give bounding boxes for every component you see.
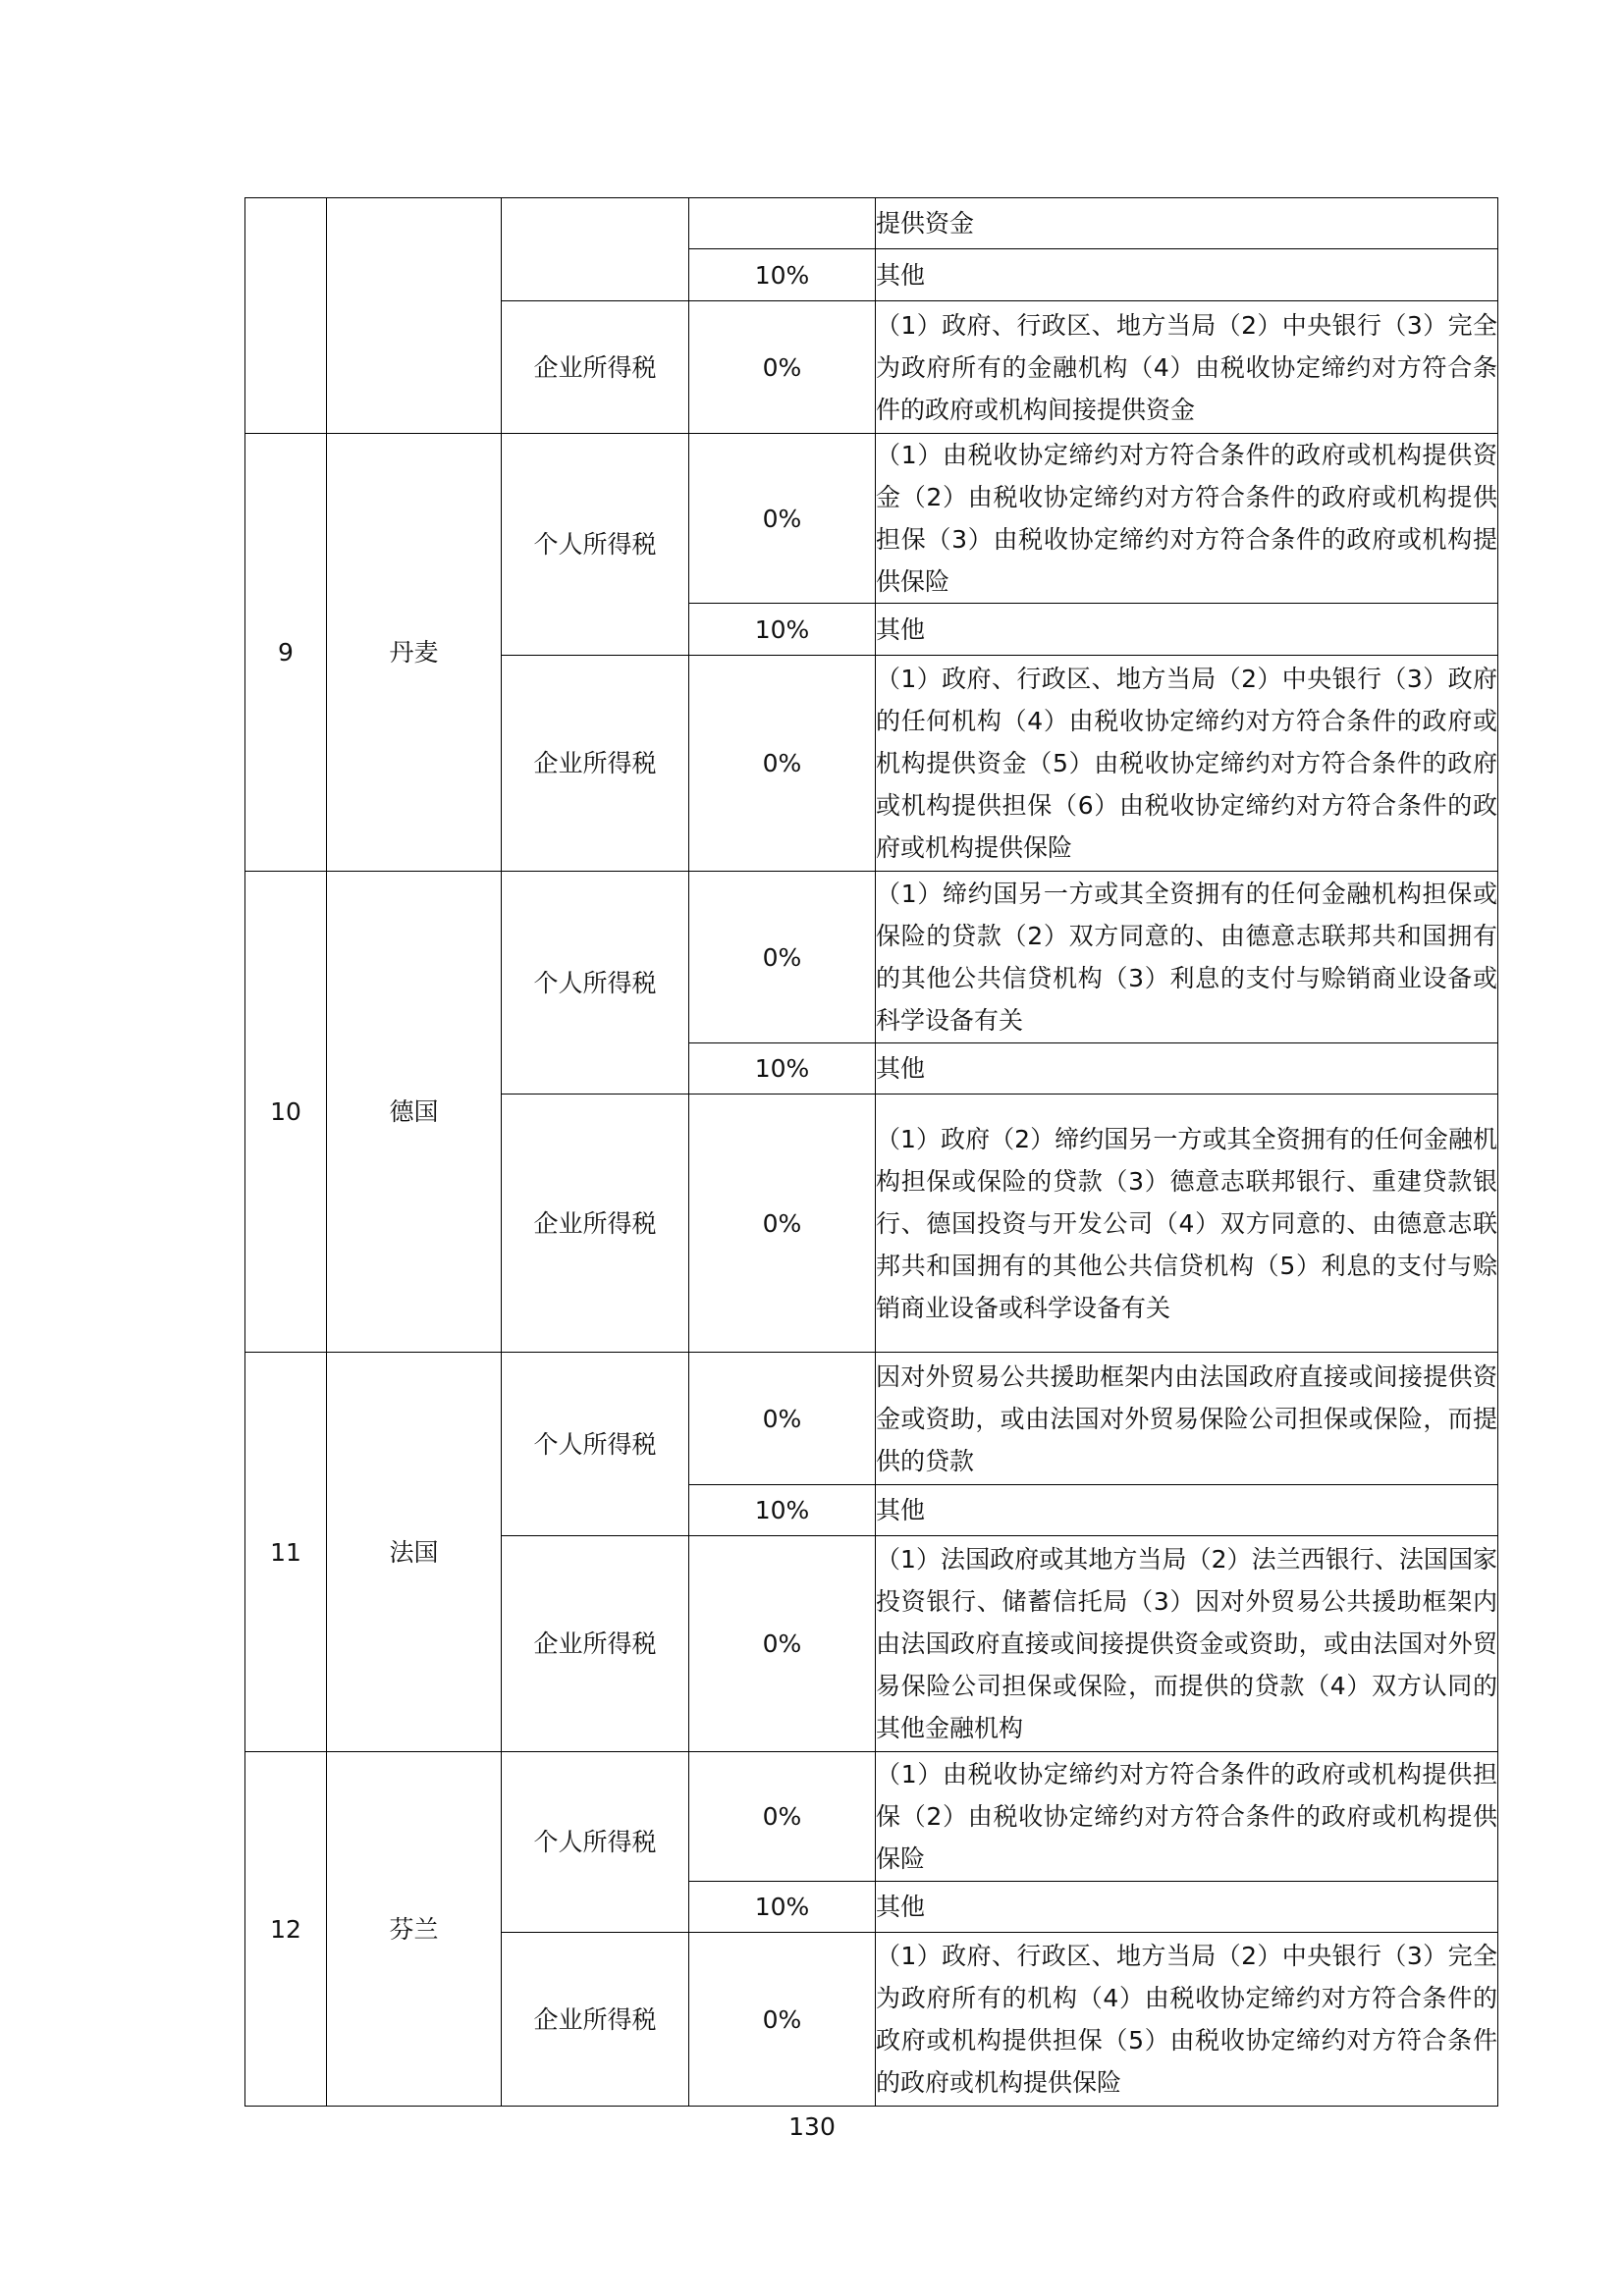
tax-type-cell: 个人所得税 — [502, 434, 689, 656]
condition-cell: （1）政府、行政区、地方当局（2）中央银行（3）政府的任何机构（4）由税收协定缔约对方符合条件的政府或机构提供资金（5）由税收协定缔约对方符合条件的政府或机构提供担保（6）由税收协定缔约对方符合条件的政府或机构提供保险 — [876, 656, 1498, 872]
page-number: 130 — [788, 2112, 836, 2141]
table-row — [245, 1752, 1498, 1882]
country-cell — [327, 198, 502, 434]
entry-number-cell: 10 — [245, 872, 327, 1353]
tax-type-cell — [502, 198, 689, 301]
tax-type-cell: 企业所得税 — [502, 301, 689, 434]
rate-cell: 10% — [689, 1882, 876, 1933]
rate-cell: 0% — [689, 656, 876, 872]
table-row — [245, 198, 1498, 249]
country-cell: 德国 — [327, 872, 502, 1353]
tax-type-cell: 企业所得税 — [502, 1933, 689, 2107]
condition-cell: 其他 — [876, 1043, 1498, 1095]
rate-cell: 0% — [689, 1536, 876, 1752]
condition-cell: （1）由税收协定缔约对方符合条件的政府或机构提供担保（2）由税收协定缔约对方符合条件的政府或机构提供保险 — [876, 1752, 1498, 1882]
country-cell: 丹麦 — [327, 434, 502, 872]
table-row — [245, 1353, 1498, 1485]
condition-cell: 其他 — [876, 249, 1498, 301]
tax-type-cell: 企业所得税 — [502, 1536, 689, 1752]
rate-cell: 0% — [689, 1752, 876, 1882]
rate-cell — [689, 198, 876, 249]
rate-cell: 0% — [689, 301, 876, 434]
tax-treaty-table — [244, 197, 1498, 2107]
condition-cell: 因对外贸易公共援助框架内由法国政府直接或间接提供资金或资助，或由法国对外贸易保险公司担保或保险，而提供的贷款 — [876, 1353, 1498, 1485]
country-cell: 芬兰 — [327, 1752, 502, 2107]
entry-number-cell: 12 — [245, 1752, 327, 2107]
rate-cell: 10% — [689, 1485, 876, 1536]
tax-type-cell: 个人所得税 — [502, 872, 689, 1095]
condition-cell: （1）政府、行政区、地方当局（2）中央银行（3）完全为政府所有的金融机构（4）由税收协定缔约对方符合条件的政府或机构间接提供资金 — [876, 301, 1498, 434]
table-row — [245, 872, 1498, 1043]
rate-cell: 0% — [689, 434, 876, 604]
condition-cell: （1）由税收协定缔约对方符合条件的政府或机构提供资金（2）由税收协定缔约对方符合条件的政府或机构提供担保（3）由税收协定缔约对方符合条件的政府或机构提供保险 — [876, 434, 1498, 604]
condition-cell: 其他 — [876, 604, 1498, 656]
tax-type-cell: 企业所得税 — [502, 1095, 689, 1353]
entry-number-cell: 9 — [245, 434, 327, 872]
rate-cell: 0% — [689, 1933, 876, 2107]
condition-cell: （1）缔约国另一方或其全资拥有的任何金融机构担保或保险的贷款（2）双方同意的、由德意志联邦共和国拥有的其他公共信贷机构（3）利息的支付与赊销商业设备或科学设备有关 — [876, 872, 1498, 1043]
rate-cell: 10% — [689, 249, 876, 301]
rate-cell: 10% — [689, 604, 876, 656]
tax-type-cell: 个人所得税 — [502, 1752, 689, 1933]
rate-cell: 0% — [689, 872, 876, 1043]
rate-cell: 0% — [689, 1095, 876, 1353]
tax-type-cell: 企业所得税 — [502, 656, 689, 872]
condition-cell: （1）政府（2）缔约国另一方或其全资拥有的任何金融机构担保或保险的贷款（3）德意志联邦银行、重建贷款银行、德国投资与开发公司（4）双方同意的、由德意志联邦共和国拥有的其他公共信贷机构（5）利息的支付与赊销商业设备或科学设备有关 — [876, 1095, 1498, 1353]
entry-number-cell: 11 — [245, 1353, 327, 1752]
rate-cell: 0% — [689, 1353, 876, 1485]
condition-cell: 提供资金 — [876, 198, 1498, 249]
condition-cell: （1）法国政府或其地方当局（2）法兰西银行、法国国家投资银行、储蓄信托局（3）因对外贸易公共援助框架内由法国政府直接或间接提供资金或资助，或由法国对外贸易保险公司担保或保险，而提供的贷款（4）双方认同的其他金融机构 — [876, 1536, 1498, 1752]
entry-number-cell — [245, 198, 327, 434]
country-cell: 法国 — [327, 1353, 502, 1752]
condition-cell: （1）政府、行政区、地方当局（2）中央银行（3）完全为政府所有的机构（4）由税收协定缔约对方符合条件的政府或机构提供担保（5）由税收协定缔约对方符合条件的政府或机构提供保险 — [876, 1933, 1498, 2107]
tax-type-cell: 个人所得税 — [502, 1353, 689, 1536]
condition-cell: 其他 — [876, 1882, 1498, 1933]
table-row — [245, 434, 1498, 604]
rate-cell: 10% — [689, 1043, 876, 1095]
condition-cell: 其他 — [876, 1485, 1498, 1536]
